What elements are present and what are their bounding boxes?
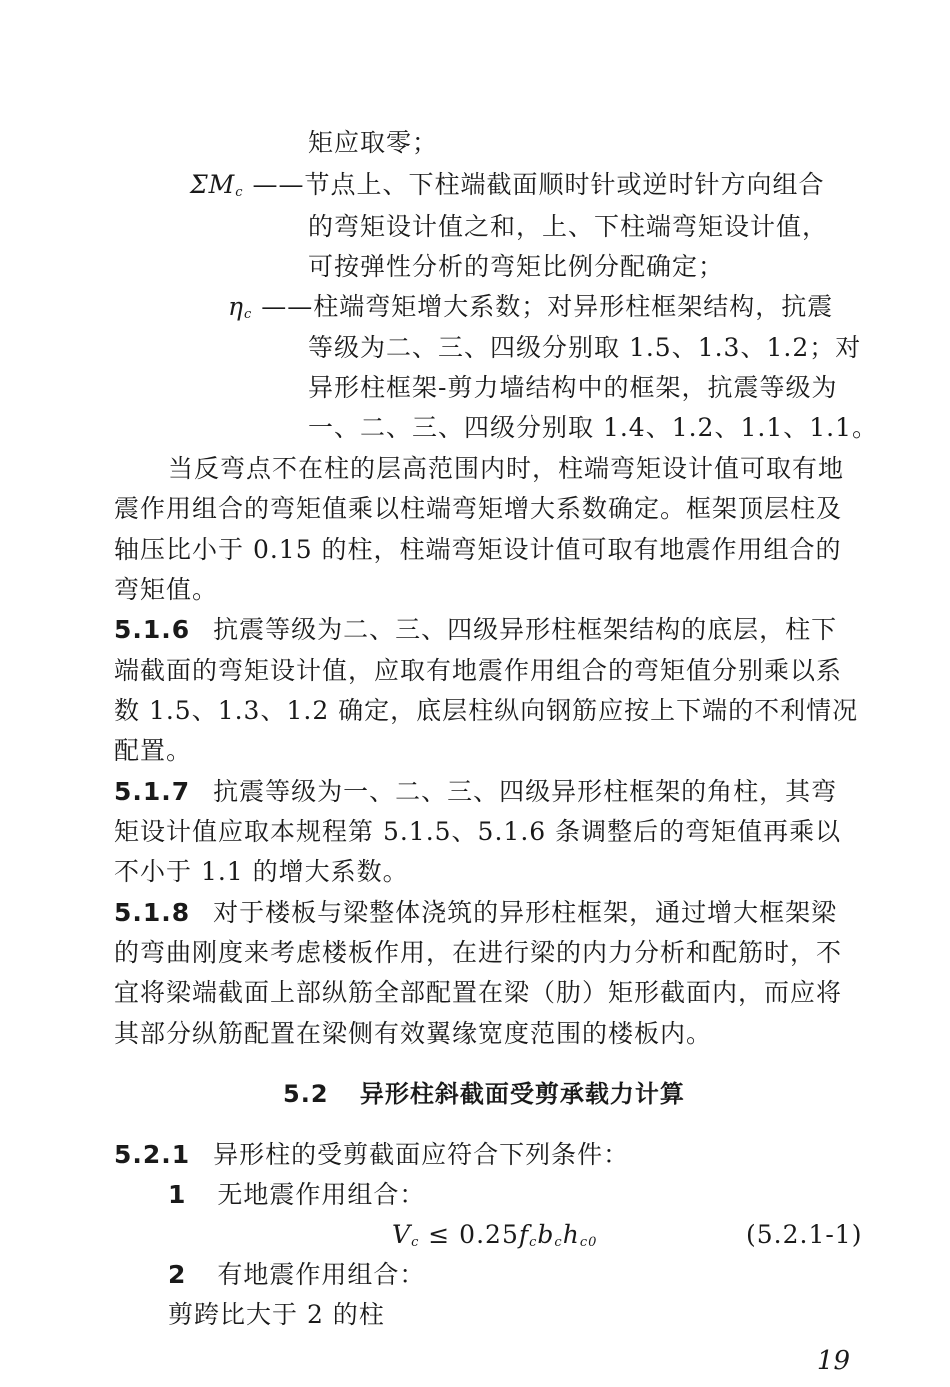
item-number: 2 bbox=[168, 1260, 187, 1289]
sigma-symbol: ΣM bbox=[190, 170, 236, 199]
list-item-1 bbox=[168, 1175, 425, 1215]
def-sigma-line bbox=[190, 165, 825, 213]
paragraph-line: 震作用组合的弯矩值乘以柱端弯矩增大系数确定。框架顶层柱及 bbox=[114, 494, 843, 523]
clause-number: 5.1.6 bbox=[114, 615, 191, 644]
section-title: 异形柱斜截面受剪承载力计算 bbox=[359, 1080, 685, 1108]
paragraph-line: 不小于 1.1 的增大系数。 bbox=[114, 857, 409, 886]
paragraph-line: 数 1.5、1.3、1.2 确定，底层柱纵向钢筋应按上下端的不利情况 bbox=[114, 696, 859, 725]
item-number: 1 bbox=[168, 1180, 187, 1209]
clause-text: 抗震等级为二、三、四级异形柱框架结构的底层，柱下 bbox=[213, 615, 838, 644]
paragraph-line: 弯矩值。 bbox=[114, 575, 219, 604]
em-dash: —— bbox=[252, 170, 305, 199]
eq-sub: c0 bbox=[579, 1235, 598, 1250]
clause-number: 5.1.7 bbox=[114, 777, 191, 806]
section-heading bbox=[283, 1074, 685, 1114]
eta-symbol: η bbox=[228, 292, 244, 321]
sigma-subscript: c bbox=[235, 185, 244, 200]
paragraph-line: 的弯曲刚度来考虑楼板作用，在进行梁的内力分析和配筋时，不 bbox=[114, 938, 843, 967]
paragraph-line: 剪跨比大于 2 的柱 bbox=[168, 1300, 385, 1329]
paragraph-line: 轴压比小于 0.15 的柱，柱端弯矩设计值可取有地震作用组合的 bbox=[114, 535, 842, 564]
clause-number: 5.2.1 bbox=[114, 1140, 191, 1169]
def-line: 异形柱框架-剪力墙结构中的框架，抗震等级为 bbox=[308, 373, 838, 402]
clause-number: 5.1.8 bbox=[114, 898, 191, 927]
eq-var-b: b bbox=[537, 1220, 555, 1249]
eq-var-h: h bbox=[562, 1220, 580, 1249]
clause-5-1-8 bbox=[114, 893, 837, 933]
section-number: 5.2 bbox=[283, 1080, 329, 1108]
paragraph-line: 端截面的弯矩设计值，应取有地震作用组合的弯矩值分别乘以系 bbox=[114, 656, 843, 685]
eq-sub: c bbox=[529, 1235, 538, 1250]
eq-var-f: f bbox=[518, 1220, 530, 1249]
clause-text: 抗震等级为一、二、三、四级异形柱框架的角柱，其弯 bbox=[213, 777, 838, 806]
clause-5-2-1 bbox=[114, 1135, 629, 1175]
clause-text: 对于楼板与梁整体浇筑的异形柱框架，通过增大框架梁 bbox=[213, 898, 838, 927]
def-line: 可按弹性分析的弯矩比例分配确定； bbox=[308, 252, 725, 281]
def-line: 矩应取零； bbox=[308, 128, 439, 157]
clause-5-1-6 bbox=[114, 610, 837, 650]
eq-var-V: V bbox=[392, 1220, 412, 1249]
def-text: 节点上、下柱端截面顺时针或逆时针方向组合 bbox=[304, 170, 825, 199]
clause-text: 异形柱的受剪截面应符合下列条件： bbox=[213, 1140, 630, 1169]
def-line: 一、二、三、四级分别取 1.4、1.2、1.1、1.1。 bbox=[308, 413, 878, 442]
paragraph-line: 当反弯点不在柱的层高范围内时，柱端弯矩设计值可取有地 bbox=[168, 454, 845, 483]
eta-subscript: c bbox=[243, 307, 253, 322]
paragraph-line: 宜将梁端截面上部纵筋全部配置在梁（肋）矩形截面内，而应将 bbox=[114, 978, 843, 1007]
paragraph-line: 其部分纵筋配置在梁侧有效翼缘宽度范围的楼板内。 bbox=[114, 1019, 713, 1048]
clause-5-1-7 bbox=[114, 772, 837, 812]
eq-sub: c bbox=[411, 1235, 420, 1250]
paragraph-line: 配置。 bbox=[114, 736, 193, 765]
def-line: 等级为二、三、四级分别取 1.5、1.3、1.2；对 bbox=[308, 333, 862, 362]
item-text: 无地震作用组合： bbox=[217, 1180, 426, 1209]
list-item-2 bbox=[168, 1255, 425, 1295]
def-text: 柱端弯矩增大系数；对异形柱框架结构，抗震 bbox=[313, 292, 834, 321]
equation-label: (5.2.1-1) bbox=[746, 1220, 863, 1249]
em-dash: —— bbox=[261, 292, 314, 321]
eq-sub: c bbox=[554, 1235, 563, 1250]
item-text: 有地震作用组合： bbox=[217, 1260, 426, 1289]
eq-operator: ≤ 0.25 bbox=[419, 1220, 519, 1249]
paragraph-line: 矩设计值应取本规程第 5.1.5、5.1.6 条调整后的弯矩值再乘以 bbox=[114, 817, 842, 846]
page-number: 19 bbox=[816, 1346, 850, 1376]
def-line: 的弯矩设计值之和，上、下柱端弯矩设计值， bbox=[308, 212, 829, 241]
